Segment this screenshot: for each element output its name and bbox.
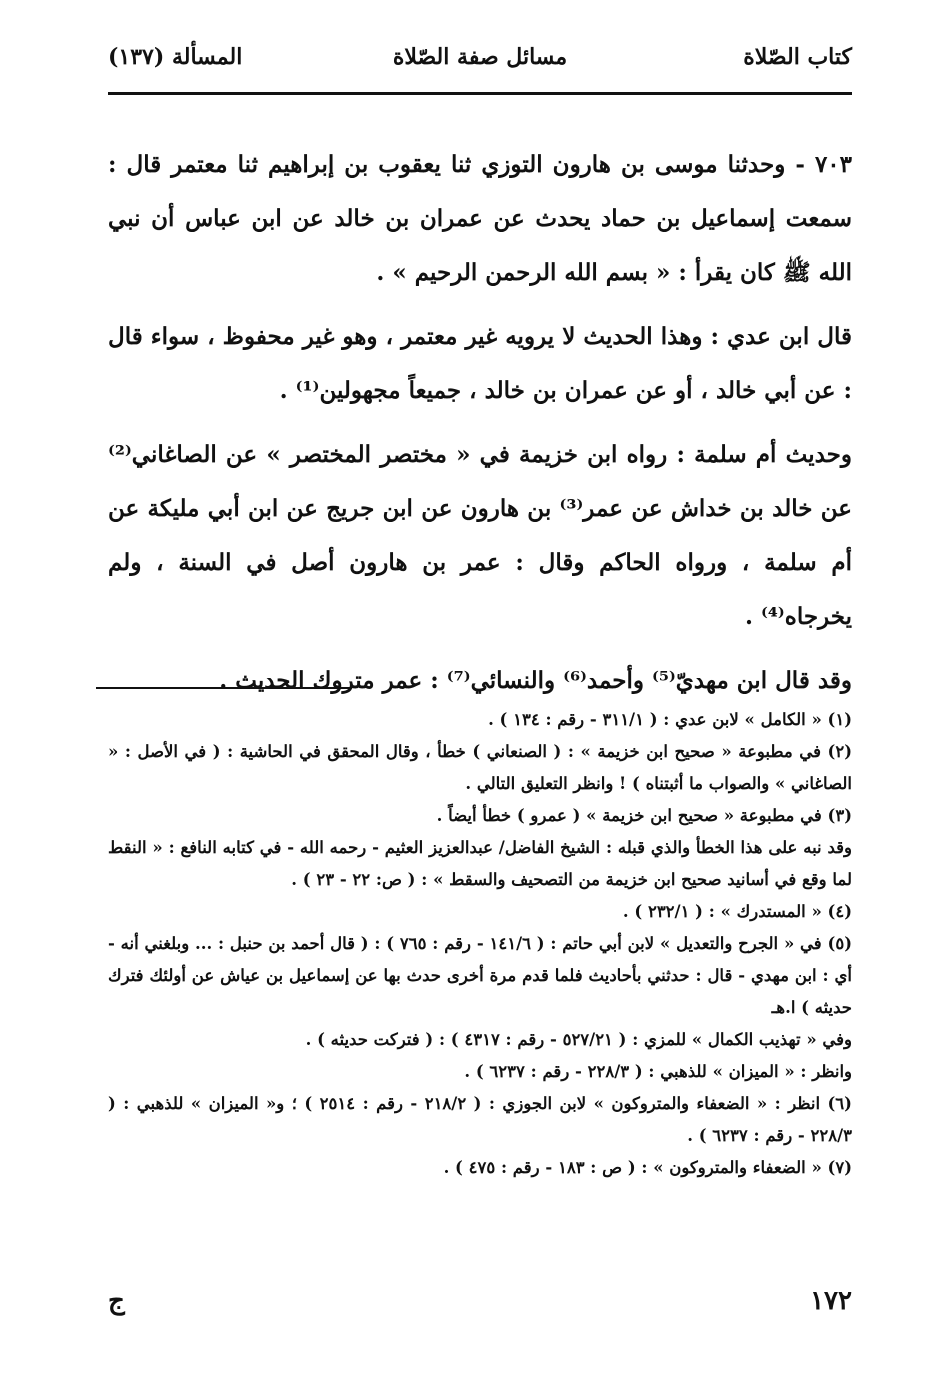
footnote-5: (٥) في « الجرح والتعديل » لابن أبي حاتم : ( ١٤١/٦ - رقم : ٧٦٥ ) : ( قال أحمد بن حنبل : ... وبلغني أنه - أي : ابن مهدي - قال : حدثني بأحاديث فلما قدم مرة أخرى حدث بها عن إسماعيل بن عياش عن أولئك فترك حديثه ) ا.هـ [108, 934, 852, 1017]
main-text [108, 138, 852, 718]
footnote-rule [96, 687, 352, 689]
paragraph-umm-salama: وحديث أم سلمة : رواه ابن خزيمة في « مختصر المختصر » عن الصاغاني⁽²⁾ عن خالد بن خداش عن عمر⁽³⁾ بن هارون عن ابن جريج عن ابن أبي مليكة عن أم سلمة ، ورواه الحاكم وقال : عمر بن هارون أصل في السنة ، ولم يخرجاه⁽⁴⁾ . [108, 441, 852, 630]
footnote-7: (٧) « الضعفاء والمتروكون » : ( ص : ١٨٣ - رقم : ٤٧٥ ) . [443, 1158, 852, 1177]
footnote-3: (٣) في مطبوعة « صحيح ابن خزيمة » ( عمرو ) خطأ أيضاً . [436, 806, 852, 825]
footnote-5-tahdhib: وفي « تهذيب الكمال » للمزي : ( ٥٢٧/٢١ - رقم : ٤٣١٧ ) : ( فتركت حديثه ) . [305, 1030, 852, 1049]
page-footer [108, 1286, 852, 1326]
footnote-1: (١) « الكامل » لابن عدي : ( ٣١١/١ - رقم : ١٣٤ ) . [488, 710, 852, 729]
paragraph-hadith-703: ٧٠٣ - وحدثنا موسى بن هارون التوزي ثنا يعقوب بن إبراهيم ثنا معتمر قال : سمعت إسماعيل بن حماد يحدث عن عمران بن خالد عن ابن عباس أن نبي الله ﷺ كان يقرأ : « بسم الله الرحمن الرحيم » . [108, 151, 852, 286]
footnote-4: (٤) « المستدرك » : ( ٢٣٢/١ ) . [622, 902, 852, 921]
footnote-2: (٢) في مطبوعة « صحيح ابن خزيمة » : ( الصنعاني ) خطأ ، وقال المحقق في الحاشية : ( في الأصل : « الصاغاني » والصواب ما أثبتناه ) ! وانظر التعليق التالي . [108, 742, 852, 793]
header-chapter-title: مسائل صفة الصّلاة [392, 44, 568, 70]
page-number: ١٧٢ [810, 1286, 852, 1316]
header-book-title: كتاب الصّلاة [743, 44, 852, 70]
paragraph-matruk: وقد قال ابن مهديّ⁽⁵⁾ وأحمد⁽⁶⁾ والنسائي⁽⁷⁾ : عمر متروك الحديث . [219, 667, 852, 694]
footnote-5-mizan: وانظر : « الميزان » للذهبي : ( ٢٢٨/٣ - رقم : ٦٢٣٧ ) . [464, 1062, 852, 1081]
header-issue-number: المسألة (١٣٧) [108, 44, 243, 70]
footnote-6: (٦) انظر : « الضعفاء والمتروكون » لابن الجوزي : ( ٢١٨/٢ - رقم : ٢٥١٤ ) ؛ و« الميزان » للذهبي : ( ٢٢٨/٣ - رقم : ٦٢٣٧ ) . [108, 1094, 852, 1145]
header-rule [108, 92, 852, 95]
running-header [108, 44, 852, 84]
footnotes [108, 704, 852, 1184]
signature-mark: ج [108, 1286, 125, 1316]
footnote-3-continuation: وقد نبه على هذا الخطأ والذي قبله : الشيخ الفاضل/ عبدالعزيز العثيم - رحمه الله - في كتابه النافع : « النقط لما وقع في أسانيد صحيح ابن خزيمة من التصحيف والسقط » : ( ص: ٢٢ - ٢٣ ) . [108, 838, 852, 889]
paragraph-ibn-adi: قال ابن عدي : وهذا الحديث لا يرويه غير معتمر ، وهو غير محفوظ ، سواء قال : عن أبي خالد ، أو عن عمران بن خالد ، جميعاً مجهولين⁽¹⁾ . [108, 323, 852, 404]
